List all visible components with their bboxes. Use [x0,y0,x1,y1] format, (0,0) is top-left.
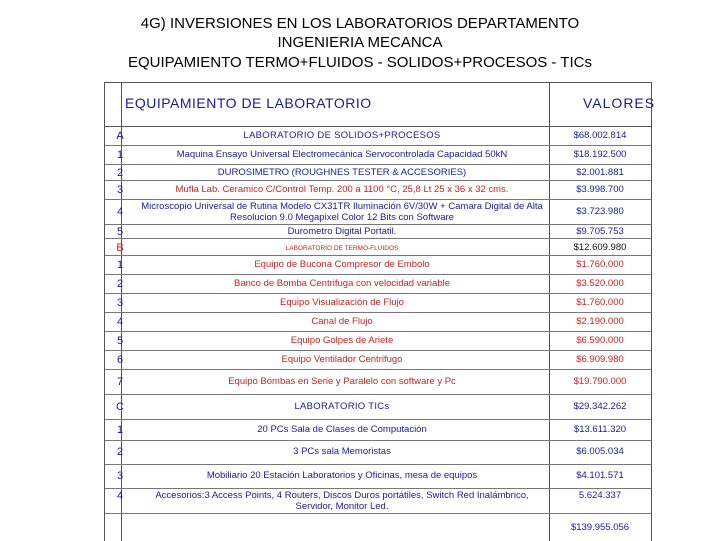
row-description: LABORATORIO DE SOLIDOS+PROCESOS [243,130,441,141]
row-description: Accesorios:3 Access Points, 4 Routers, Discos Duros portátiles, Switch Red Inalámbrico, Servidor, Monitor Led. [155,490,529,512]
row-value: $13.611.320 [573,424,627,435]
row-value: $1.760.000 [576,297,624,308]
table-row [105,256,651,275]
row-number: 5 [116,226,124,238]
row-number: 5 [116,335,124,347]
table-row [105,165,651,181]
table-row [105,332,651,351]
row-value: $4.101.571 [576,470,624,481]
row-description: Equipo Ventilador Centrifugo [281,354,403,365]
row-description: Mufla Lab. Ceramico C/Control Temp. 200 a 1100 °C, 25,8 Lt 25 x 36 x 32 cms. [175,184,509,195]
row-description: DUROSIMETRO (ROUGHNES TESTER & ACCESORIES) [217,167,467,178]
total-value: $139.955.056 [570,522,630,533]
row-description: Canal de Flujo [311,316,373,327]
row-number: 2 [116,167,124,179]
title-line-2: INGENIERIA MECANCA [277,34,443,51]
row-number: 7 [116,376,124,388]
row-number: 4 [116,206,124,218]
row-description: Equipo Visualización de Flujo [280,297,404,308]
table-header [105,83,656,127]
row-description: Mobiliario 20 Estación Laboratorios y Oficinas, mesa de equipos [206,470,478,481]
row-number: 3 [116,184,124,196]
table-row [105,370,651,395]
title-line-1: 4G) INVERSIONES EN LOS LABORATORIOS DEPARTAMENTO [140,15,580,32]
row-description: Durometro Digital Portatil. [287,226,397,237]
row-description: LABORATORIO TICs [294,401,390,412]
row-number: 3 [116,470,124,482]
row-number: B [116,242,124,254]
equipment-table [104,82,656,541]
row-value: $9.705.753 [576,226,624,237]
row-number: 1 [116,259,124,271]
title-line-3: EQUIPAMIENTO TERMO+FLUIDOS - SOLIDOS+PROCESOS - TICs [128,54,592,71]
table-row [105,313,651,332]
row-value: $2.190.000 [576,316,624,327]
table-row [105,200,651,225]
row-value: $18.192.500 [573,149,627,160]
table-row [105,465,651,489]
row-description: Equipo de Bucona Compresor de Embolo [254,259,430,270]
row-value: $19.790.000 [573,376,627,387]
table-row [105,181,651,200]
row-number: 6 [116,354,124,366]
row-description: 3 PCs sala Memoristas [293,446,391,457]
row-number: 1 [116,424,124,436]
row-number: C [116,401,124,413]
row-value: $6.590.000 [576,335,624,346]
row-value: $12.609.980 [573,242,627,253]
row-description: Equipo Golpes de Ariete [290,335,394,346]
table-row [105,351,651,370]
row-description: Microscopio Universal de Rutina Modelo CX31TR Iluminación 6V/30W + Camara Digital de Alta Resolucion 9.0 Megapixel Color 12 Bits con Software [141,201,543,223]
row-description: Banco de Bomba Centrifuga con velocidad variable [234,278,450,289]
row-value: $68.002.814 [573,130,627,141]
row-number: A [116,130,124,142]
table-row [105,225,651,239]
table-row [105,395,651,420]
row-number: 2 [116,278,124,290]
table-row [105,420,651,441]
row-value: $3.520.000 [576,278,624,289]
row-description: Equipo Bombas en Serie y Paralelo con software y Pc [228,376,456,387]
row-value: $29.342.262 [573,401,627,412]
row-number: 1 [116,149,124,161]
row-value: $2.001.881 [576,167,624,178]
row-value: $6.909.980 [576,354,624,365]
header-equipment: EQUIPAMIENTO DE LABORATORIO [125,95,372,111]
table-row [105,489,651,514]
row-number: 4 [116,490,124,502]
row-value: 5.624.337 [578,490,622,501]
row-value: $3.723.980 [576,206,624,217]
header-values: VALORES [583,95,656,111]
row-number: 3 [116,297,124,309]
table-row [105,294,651,313]
row-value: $3.998.700 [576,184,624,195]
row-description: Maquina Ensayo Universal Electromecánica Servocontrolada Capacidad 50kN [176,149,508,160]
table-row [105,275,651,294]
table-row [105,146,651,165]
row-description: LABORATORIO DE TERMO-FLUIDOS [285,245,399,252]
row-number: 4 [116,316,124,328]
row-number: 2 [116,446,124,458]
row-value: $1.760.000 [576,259,624,270]
total-row [105,514,651,541]
table-row [105,441,651,465]
table-row [105,239,651,256]
row-value: $6.005.034 [576,446,624,457]
row-description: 20 PCs Sala de Clases de Computación [257,424,427,435]
table-row [105,127,651,146]
